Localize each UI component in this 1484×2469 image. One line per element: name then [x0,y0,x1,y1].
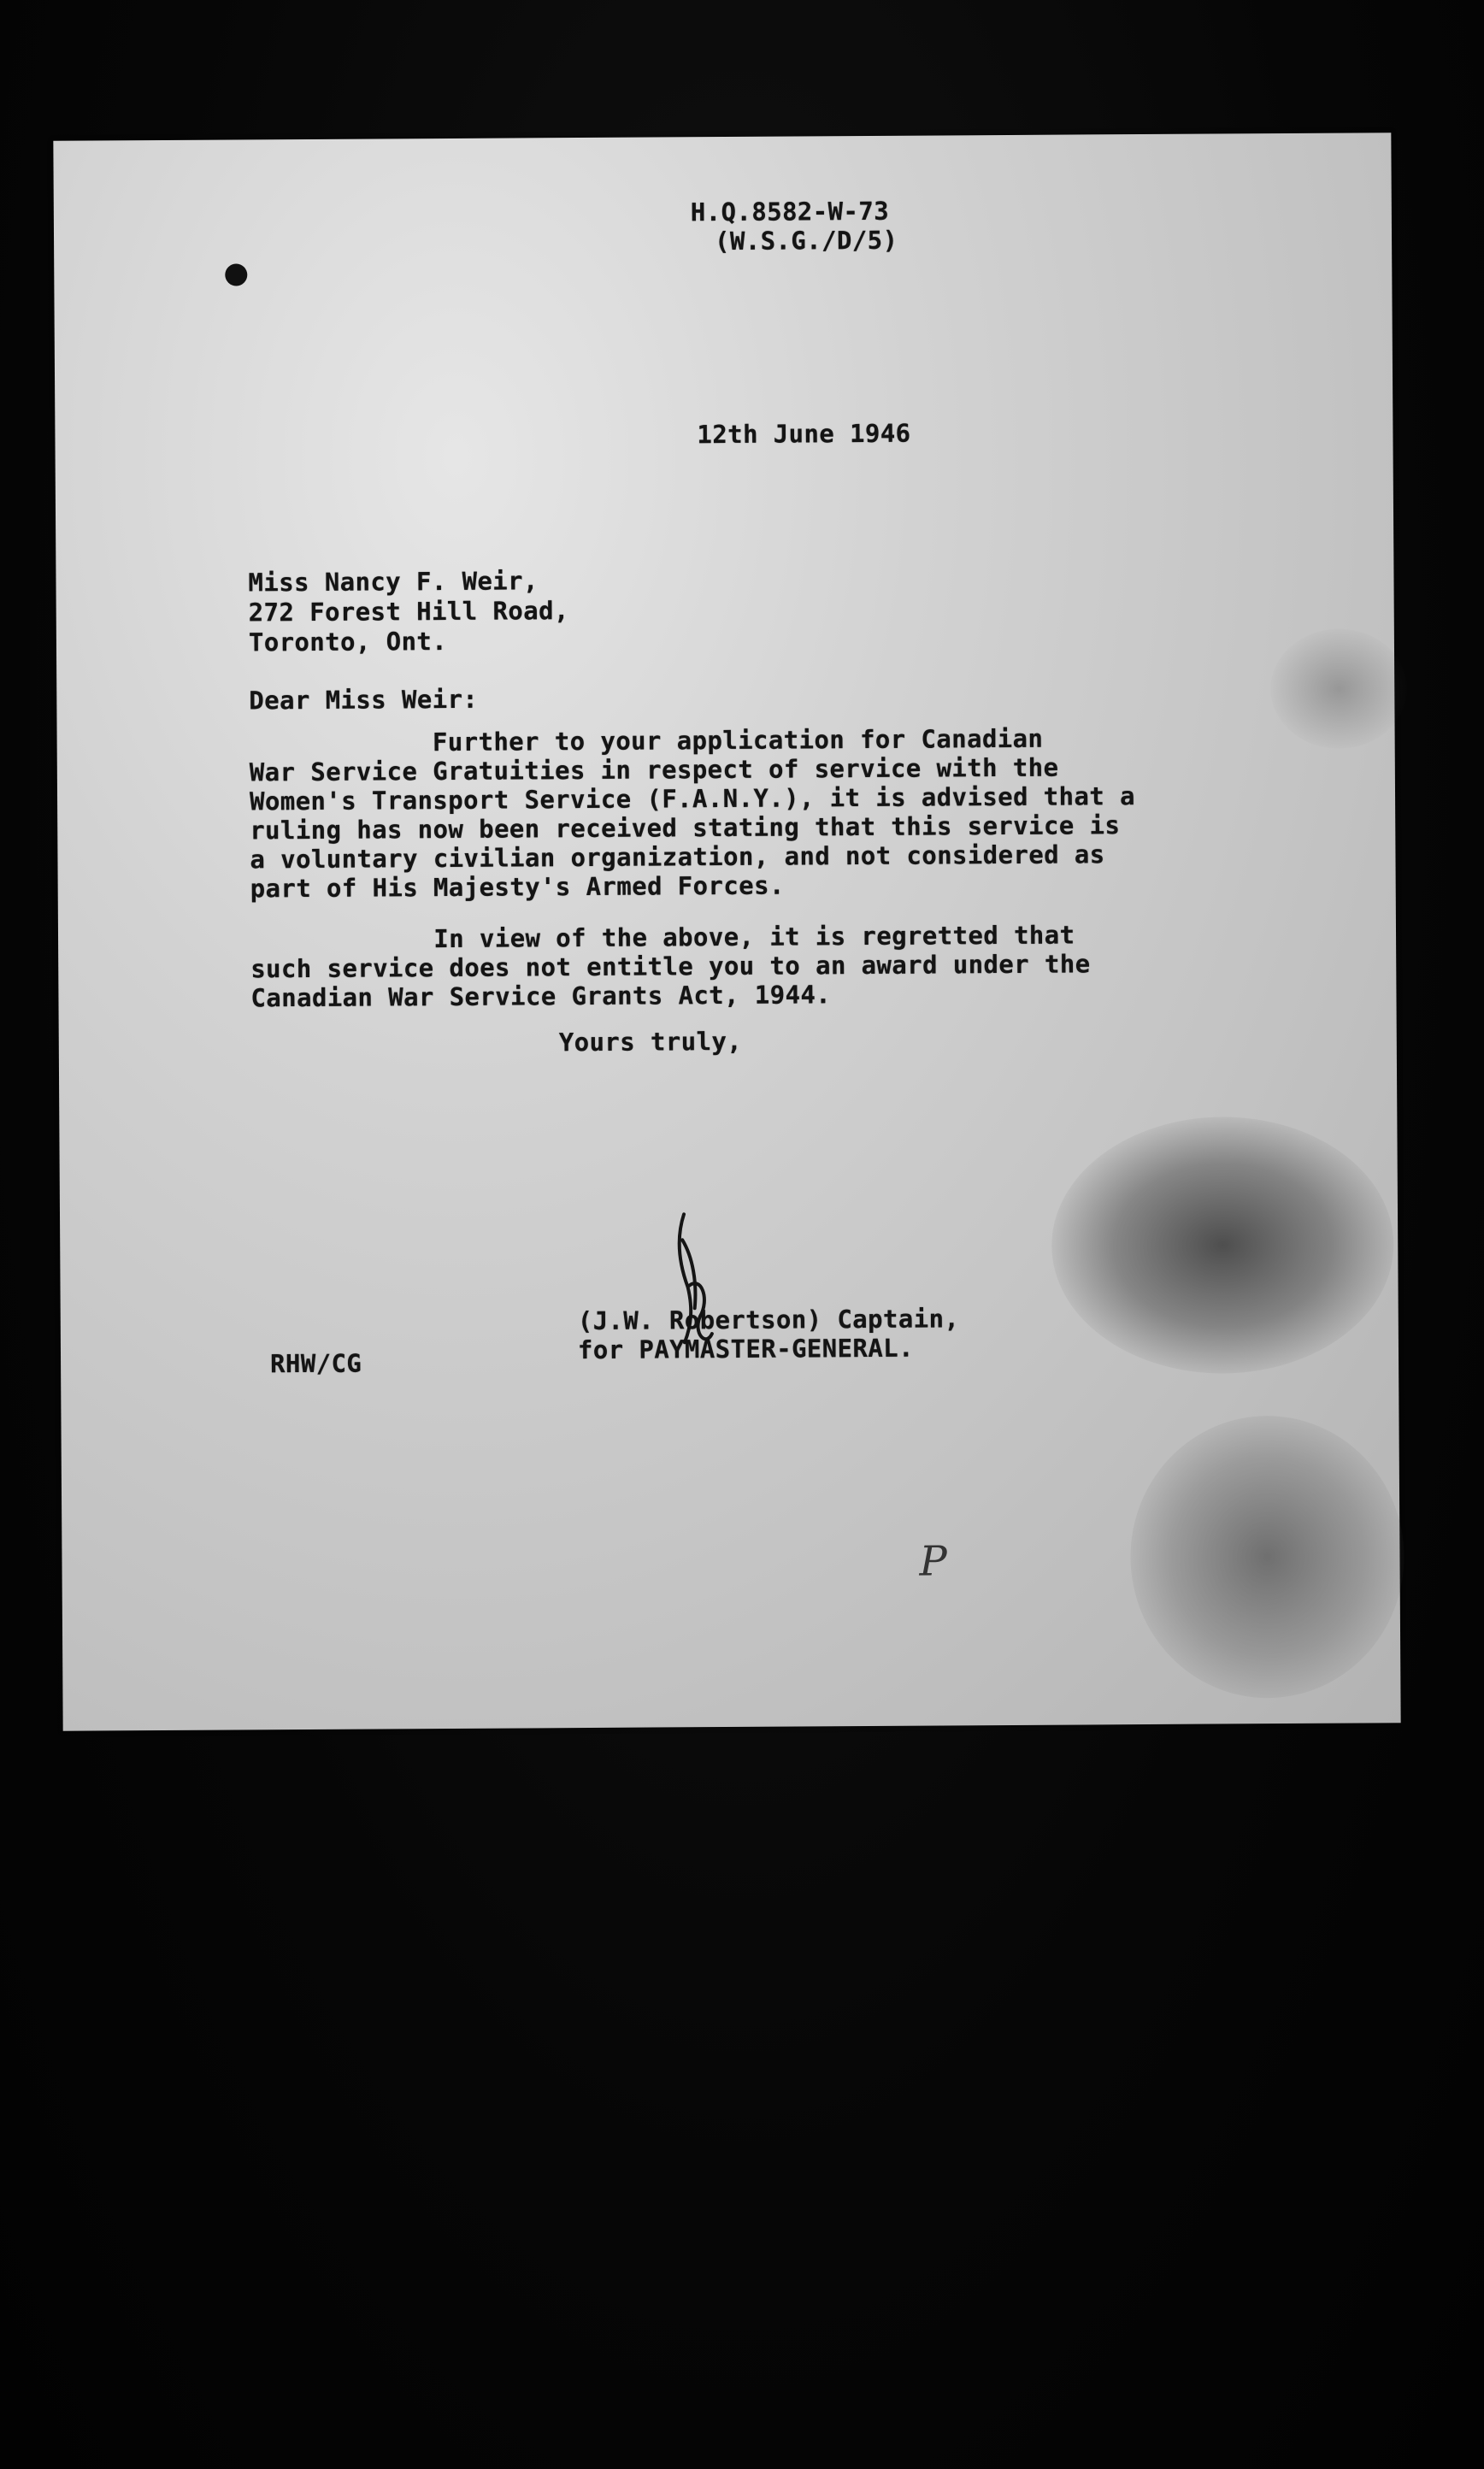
paragraph-1-line: ruling has now been received stating that this service is [250,810,1121,846]
signatory-title: for PAYMASTER-GENERAL. [577,1333,915,1365]
smudge [1270,628,1408,749]
ink-blot [225,263,247,286]
signatory-name: (J.W. Robertson) Captain, [577,1304,960,1336]
paragraph-1-line: War Service Gratuities in respect of service with the [249,752,1059,787]
recipient-city: Toronto, Ont. [248,626,448,657]
letter-page [53,133,1400,1731]
file-reference-number: H.Q.8582-W-73 [690,196,890,227]
water-stain [1051,1116,1394,1374]
water-stain-lower [1129,1415,1404,1699]
closing: Yours truly, [558,1026,743,1058]
file-sub-reference: (W.S.G./D/5) [714,225,898,256]
recipient-name: Miss Nancy F. Weir, [248,566,539,598]
handwritten-mark: P [919,1537,947,1586]
paragraph-1-line: Women's Transport Service (F.A.N.Y.), it is advised that a [249,781,1136,816]
paragraph-2-line: Canadian War Service Grants Act, 1944. [250,980,832,1013]
letter-date: 12th June 1946 [697,418,911,450]
typist-initials: RHW/CG [269,1348,362,1379]
paragraph-1-line: part of His Majesty's Armed Forces. [250,870,785,904]
paragraph-2-line: In view of the above, it is regretted that [250,920,1075,955]
paragraph-1-line: a voluntary civilian organization, and not considered as [250,840,1105,875]
paragraph-1-line: Further to your application for Canadian [249,723,1044,758]
recipient-street: 272 Forest Hill Road, [248,596,569,628]
paragraph-2-line: such service does not entitle you to an award under the [250,949,1091,984]
salutation: Dear Miss Weir: [249,684,479,716]
